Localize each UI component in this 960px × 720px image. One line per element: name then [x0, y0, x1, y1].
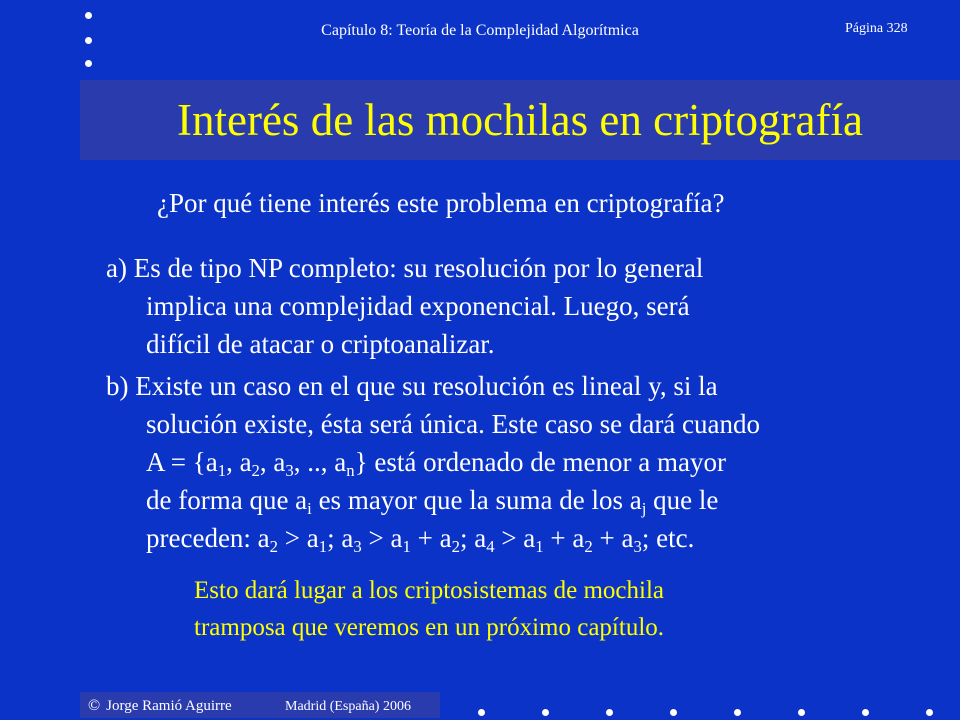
copyright-symbol: ©	[88, 697, 101, 714]
dot	[478, 709, 485, 716]
inequality-text: > a	[278, 523, 319, 553]
item-a-line: a) Es de tipo NP completo: su resolución por lo general	[106, 253, 704, 283]
subscript: 2	[584, 537, 593, 556]
inequality-text: ; a	[327, 523, 354, 553]
item-a	[106, 249, 703, 363]
dot	[862, 709, 869, 716]
inequality-text: ; etc.	[641, 523, 695, 553]
question-text: ¿Por qué tiene interés este problema en criptografía?	[157, 188, 725, 218]
item-b-line-inequalities	[106, 519, 760, 557]
inequality-text: preceden: a	[146, 523, 270, 553]
item-b-line: b) Existe un caso en el que su resolución es lineal y, si la	[106, 371, 718, 401]
dot	[734, 709, 741, 716]
note-line: tramposa que veremos en un próximo capítulo.	[194, 614, 665, 641]
subscript: 2	[269, 537, 279, 556]
note-line: Esto dará lugar a los criptosistemas de mochila	[194, 577, 665, 604]
dot	[670, 709, 677, 716]
copyright	[88, 697, 232, 715]
dot	[85, 60, 92, 67]
dot	[542, 709, 549, 716]
subscript: 1	[535, 537, 544, 556]
inequality-text: > a	[494, 523, 536, 553]
chapter-header: Capítulo 8: Teoría de la Complejidad Algorítmica	[321, 22, 639, 39]
item-b	[106, 367, 760, 557]
inequality-text: ; a	[459, 523, 487, 553]
subscript: 1	[318, 537, 328, 556]
inequality-text: + a	[410, 523, 452, 553]
inequality-text: + a	[592, 523, 634, 553]
subscript: 2	[451, 537, 460, 556]
dot	[85, 12, 92, 19]
subscript: 3	[633, 537, 642, 556]
dot	[926, 709, 933, 716]
item-b-line-condition: de forma que $a_i$ es mayor que la suma de los $a_j$ que le	[146, 485, 719, 518]
inequality-text: > a	[361, 523, 403, 553]
author-name: Jorge Ramió Aguirre	[106, 698, 232, 714]
dot	[798, 709, 805, 716]
item-b-line-set: $A = \{a_1$, $a_2$, $a_3$, .., $a_n$} está ordenado de menor a mayor	[146, 447, 726, 480]
subscript: 1	[402, 537, 411, 556]
dot	[606, 709, 613, 716]
footer-location: Madrid (España) 2006	[285, 699, 411, 714]
inequality-text: + a	[543, 523, 585, 553]
slide-title: Interés de las mochilas en criptografía	[177, 95, 863, 145]
item-a-line: difícil de atacar o criptoanalizar.	[146, 329, 495, 359]
note-text	[194, 572, 664, 646]
item-b-line: solución existe, ésta será única. Este caso se dará cuando	[146, 409, 761, 439]
subscript: 3	[353, 537, 362, 556]
page-number: Página 328	[845, 21, 908, 36]
subscript: 4	[486, 537, 495, 556]
item-a-line: implica una complejidad exponencial. Luego, será	[146, 291, 690, 321]
